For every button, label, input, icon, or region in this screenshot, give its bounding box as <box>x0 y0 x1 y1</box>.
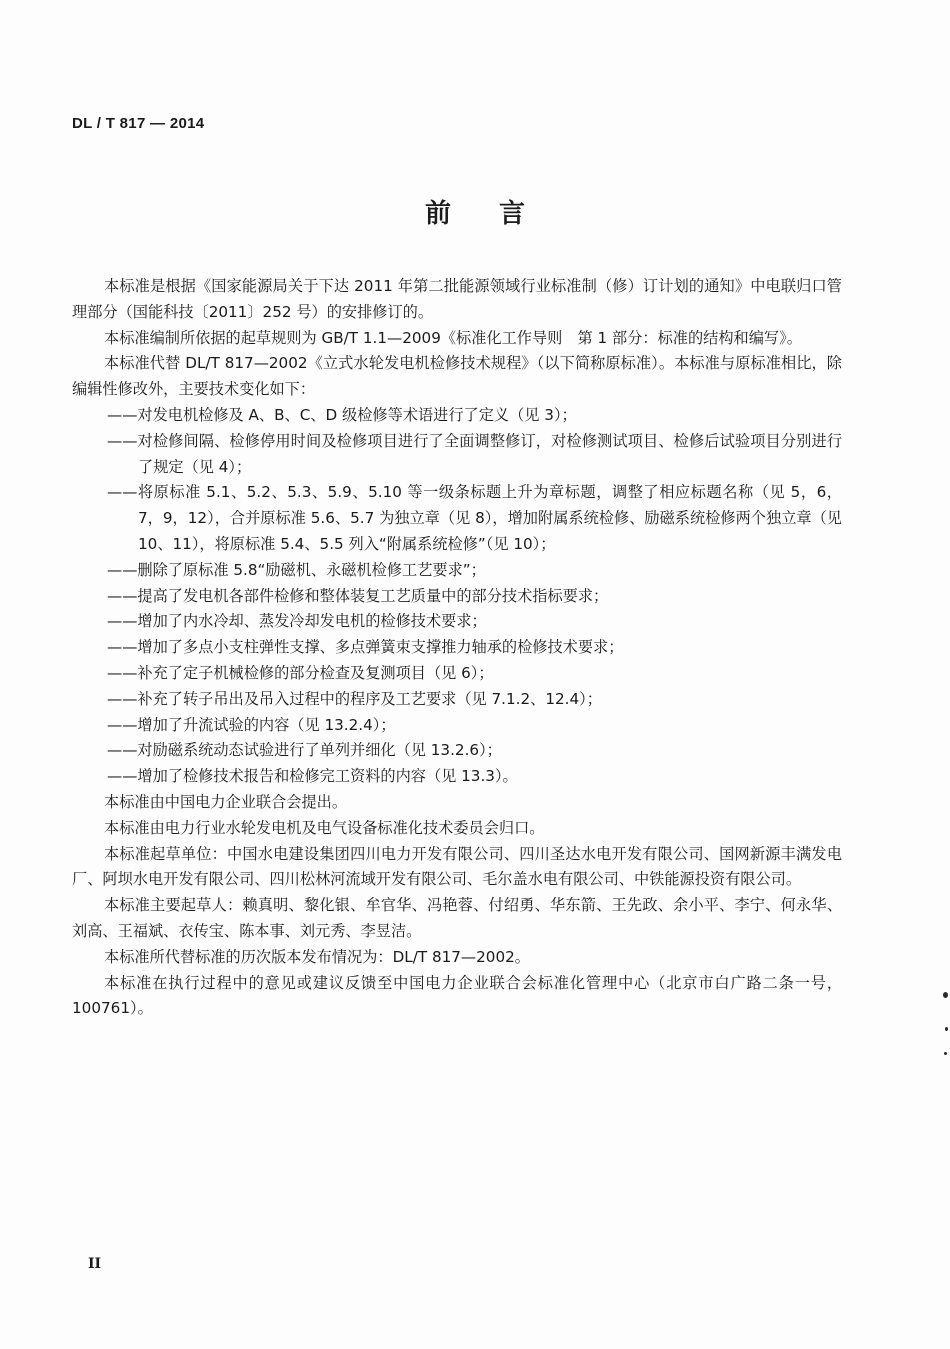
page-title: 前言 <box>424 199 573 229</box>
paragraph-basis: 本标准是根据《国家能源局关于下达 2011 年第二批能源领域行业标准制（修）订计划的通知》中电联归口管理部分（国能科技〔2011〕252 号）的安排修订的。 <box>72 277 842 321</box>
scan-speck <box>943 992 948 998</box>
change-item: ——对励磁系统动态试验进行了单列并细化（见 13.2.6）； <box>107 741 502 760</box>
change-item: ——增加了检修技术报告和检修完工资料的内容（见 13.3）。 <box>107 767 518 786</box>
paragraph-drafters: 本标准主要起草人：赖真明、黎化银、牟官华、冯艳蓉、付绍勇、华东箭、王先政、余小平、李宁、何永华、刘高、王福斌、衣传宝、陈本事、刘元秀、李昱洁。 <box>72 896 842 940</box>
foreword-body <box>72 274 842 1022</box>
scan-speck <box>945 1027 948 1031</box>
scan-speck <box>944 1052 947 1055</box>
paragraph-previous-versions: 本标准所代替标准的历次版本发布情况为：DL/T 817—2002。 <box>104 947 530 966</box>
paragraph-feedback: 本标准在执行过程中的意见或建议反馈至中国电力企业联合会标准化管理中心（北京市白广路二条一号，100761）。 <box>72 973 842 1018</box>
change-item: ——对检修间隔、检修停用时间及检修项目进行了全面调整修订，对检修测试项目、检修后试验项目分别进行了规定（见 4）； <box>107 431 842 476</box>
change-item: ——对发电机检修及 A、B、C、D 级检修等术语进行了定义（见 3）； <box>107 405 577 424</box>
paragraph-drafting-units: 本标准起草单位：中国水电建设集团四川电力开发有限公司、四川圣达水电开发有限公司、国网新源丰满发电厂、阿坝水电开发有限公司、四川松林河流域开发有限公司、毛尔盖水电有限公司、中铁能源投资有限公司。 <box>72 844 842 889</box>
page-number: II <box>88 1256 102 1272</box>
document-code: DL / T 817 — 2014 <box>72 115 205 132</box>
change-item: ——将原标准 5.1、5.2、5.3、5.9、5.10 等一级条标题上升为章标题，调整了相应标题名称（见 5，6，7，9，12），合并原标准 5.6、5.7 为独立章（见 8），增加附属系统检修、励磁系统检修两个独立章（见 10、11），将原标准 5.4、5.5 列入“附属系统检修”（见 10）； <box>107 483 842 553</box>
paragraph-proposed-by: 本标准由中国电力企业联合会提出。 <box>104 792 347 811</box>
change-item: ——补充了转子吊出及吊入过程中的程序及工艺要求（见 7.1.2、12.4）； <box>107 689 602 708</box>
change-item: ——增加了内水冷却、蒸发冷却发电机的检修技术要求； <box>107 612 487 631</box>
change-item: ——提高了发电机各部件检修和整体装复工艺质量中的部分技术指标要求； <box>107 586 609 605</box>
paragraph-drafting-rules: 本标准编制所依据的起草规则为 GB/T 1.1—2009《标准化工作导则 第 1 部分：标准的结构和编写》。 <box>104 328 802 347</box>
change-item: ——删除了原标准 5.8“励磁机、永磁机检修工艺要求”； <box>107 560 486 579</box>
change-item: ——补充了定子机械检修的部分检查及复测项目（见 6）； <box>107 663 494 682</box>
paragraph-centralized-by: 本标准由电力行业水轮发电机及电气设备标准化技术委员会归口。 <box>104 818 545 837</box>
change-item: ——增加了升流试验的内容（见 13.2.4）； <box>107 715 396 734</box>
change-item: ——增加了多点小支柱弹性支撑、多点弹簧束支撑推力轴承的检修技术要求； <box>107 638 624 657</box>
paragraph-replaces: 本标准代替 DL/T 817—2002《立式水轮发电机检修技术规程》（以下简称原标准）。本标准与原标准相比，除编辑性修改外，主要技术变化如下： <box>72 354 842 399</box>
